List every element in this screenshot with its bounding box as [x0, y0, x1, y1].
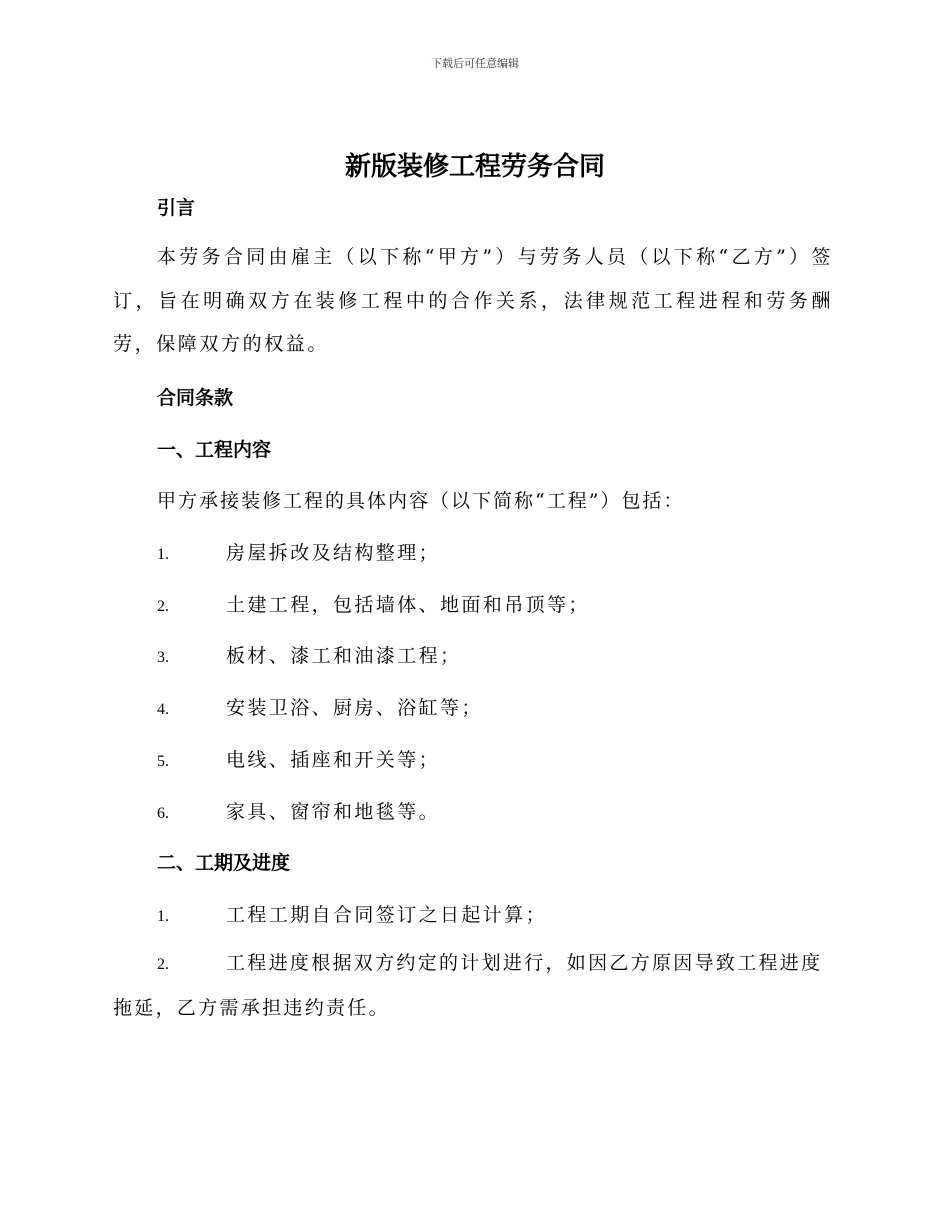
- list-item-number: 6.: [157, 805, 169, 822]
- header-note: 下载后可任意编辑: [431, 57, 519, 70]
- intro-heading: 引言: [157, 197, 196, 219]
- list-item: [157, 693, 483, 720]
- list-item: [157, 745, 440, 772]
- list-item-number: 1.: [157, 908, 169, 925]
- list-item: [157, 590, 590, 617]
- list-item-number: 1.: [157, 546, 169, 563]
- section2-heading: 二、工期及进度: [157, 852, 291, 874]
- list-item-text: 工程进度根据双方约定的计划进行，如因乙方原因导致工程进度拖延，乙方需承担违约责任。: [113, 952, 823, 1019]
- list-item: [157, 900, 547, 927]
- list-item: [157, 641, 461, 668]
- intro-paragraph: 本劳务合同由雇主（以下称“甲方”）与劳务人员（以下称“乙方”）签订，旨在明确双方在装修工程中的合作关系，法律规范工程进程和劳务酬劳，保障双方的权益。: [113, 246, 833, 355]
- list-item-number: 3.: [157, 649, 169, 666]
- list-item-number: 2.: [157, 598, 169, 615]
- list-item-text: 电线、插座和开关等；: [226, 749, 441, 771]
- section1-lead: 甲方承接装修工程的具体内容（以下简称“工程”）包括：: [157, 490, 685, 512]
- list-item-number: 4.: [157, 701, 169, 718]
- section1-heading: 一、工程内容: [157, 439, 272, 461]
- list-item-text: 土建工程，包括墙体、地面和吊顶等；: [226, 594, 590, 616]
- clauses-heading: 合同条款: [157, 387, 234, 409]
- list-item: [113, 942, 833, 1030]
- list-item-text: 房屋拆改及结构整理；: [226, 542, 441, 564]
- list-item: [157, 538, 440, 565]
- document-title: 新版装修工程劳务合同: [344, 152, 605, 182]
- list-item-number: 2.: [157, 956, 169, 973]
- list-item-text: 家具、窗帘和地毯等。: [226, 801, 441, 823]
- list-item-text: 工程工期自合同签订之日起计算；: [226, 904, 548, 926]
- list-item-text: 安装卫浴、厨房、浴缸等；: [226, 697, 483, 719]
- list-item-number: 5.: [157, 753, 169, 770]
- list-item: [157, 797, 440, 824]
- list-item-text: 板材、漆工和油漆工程；: [226, 645, 462, 667]
